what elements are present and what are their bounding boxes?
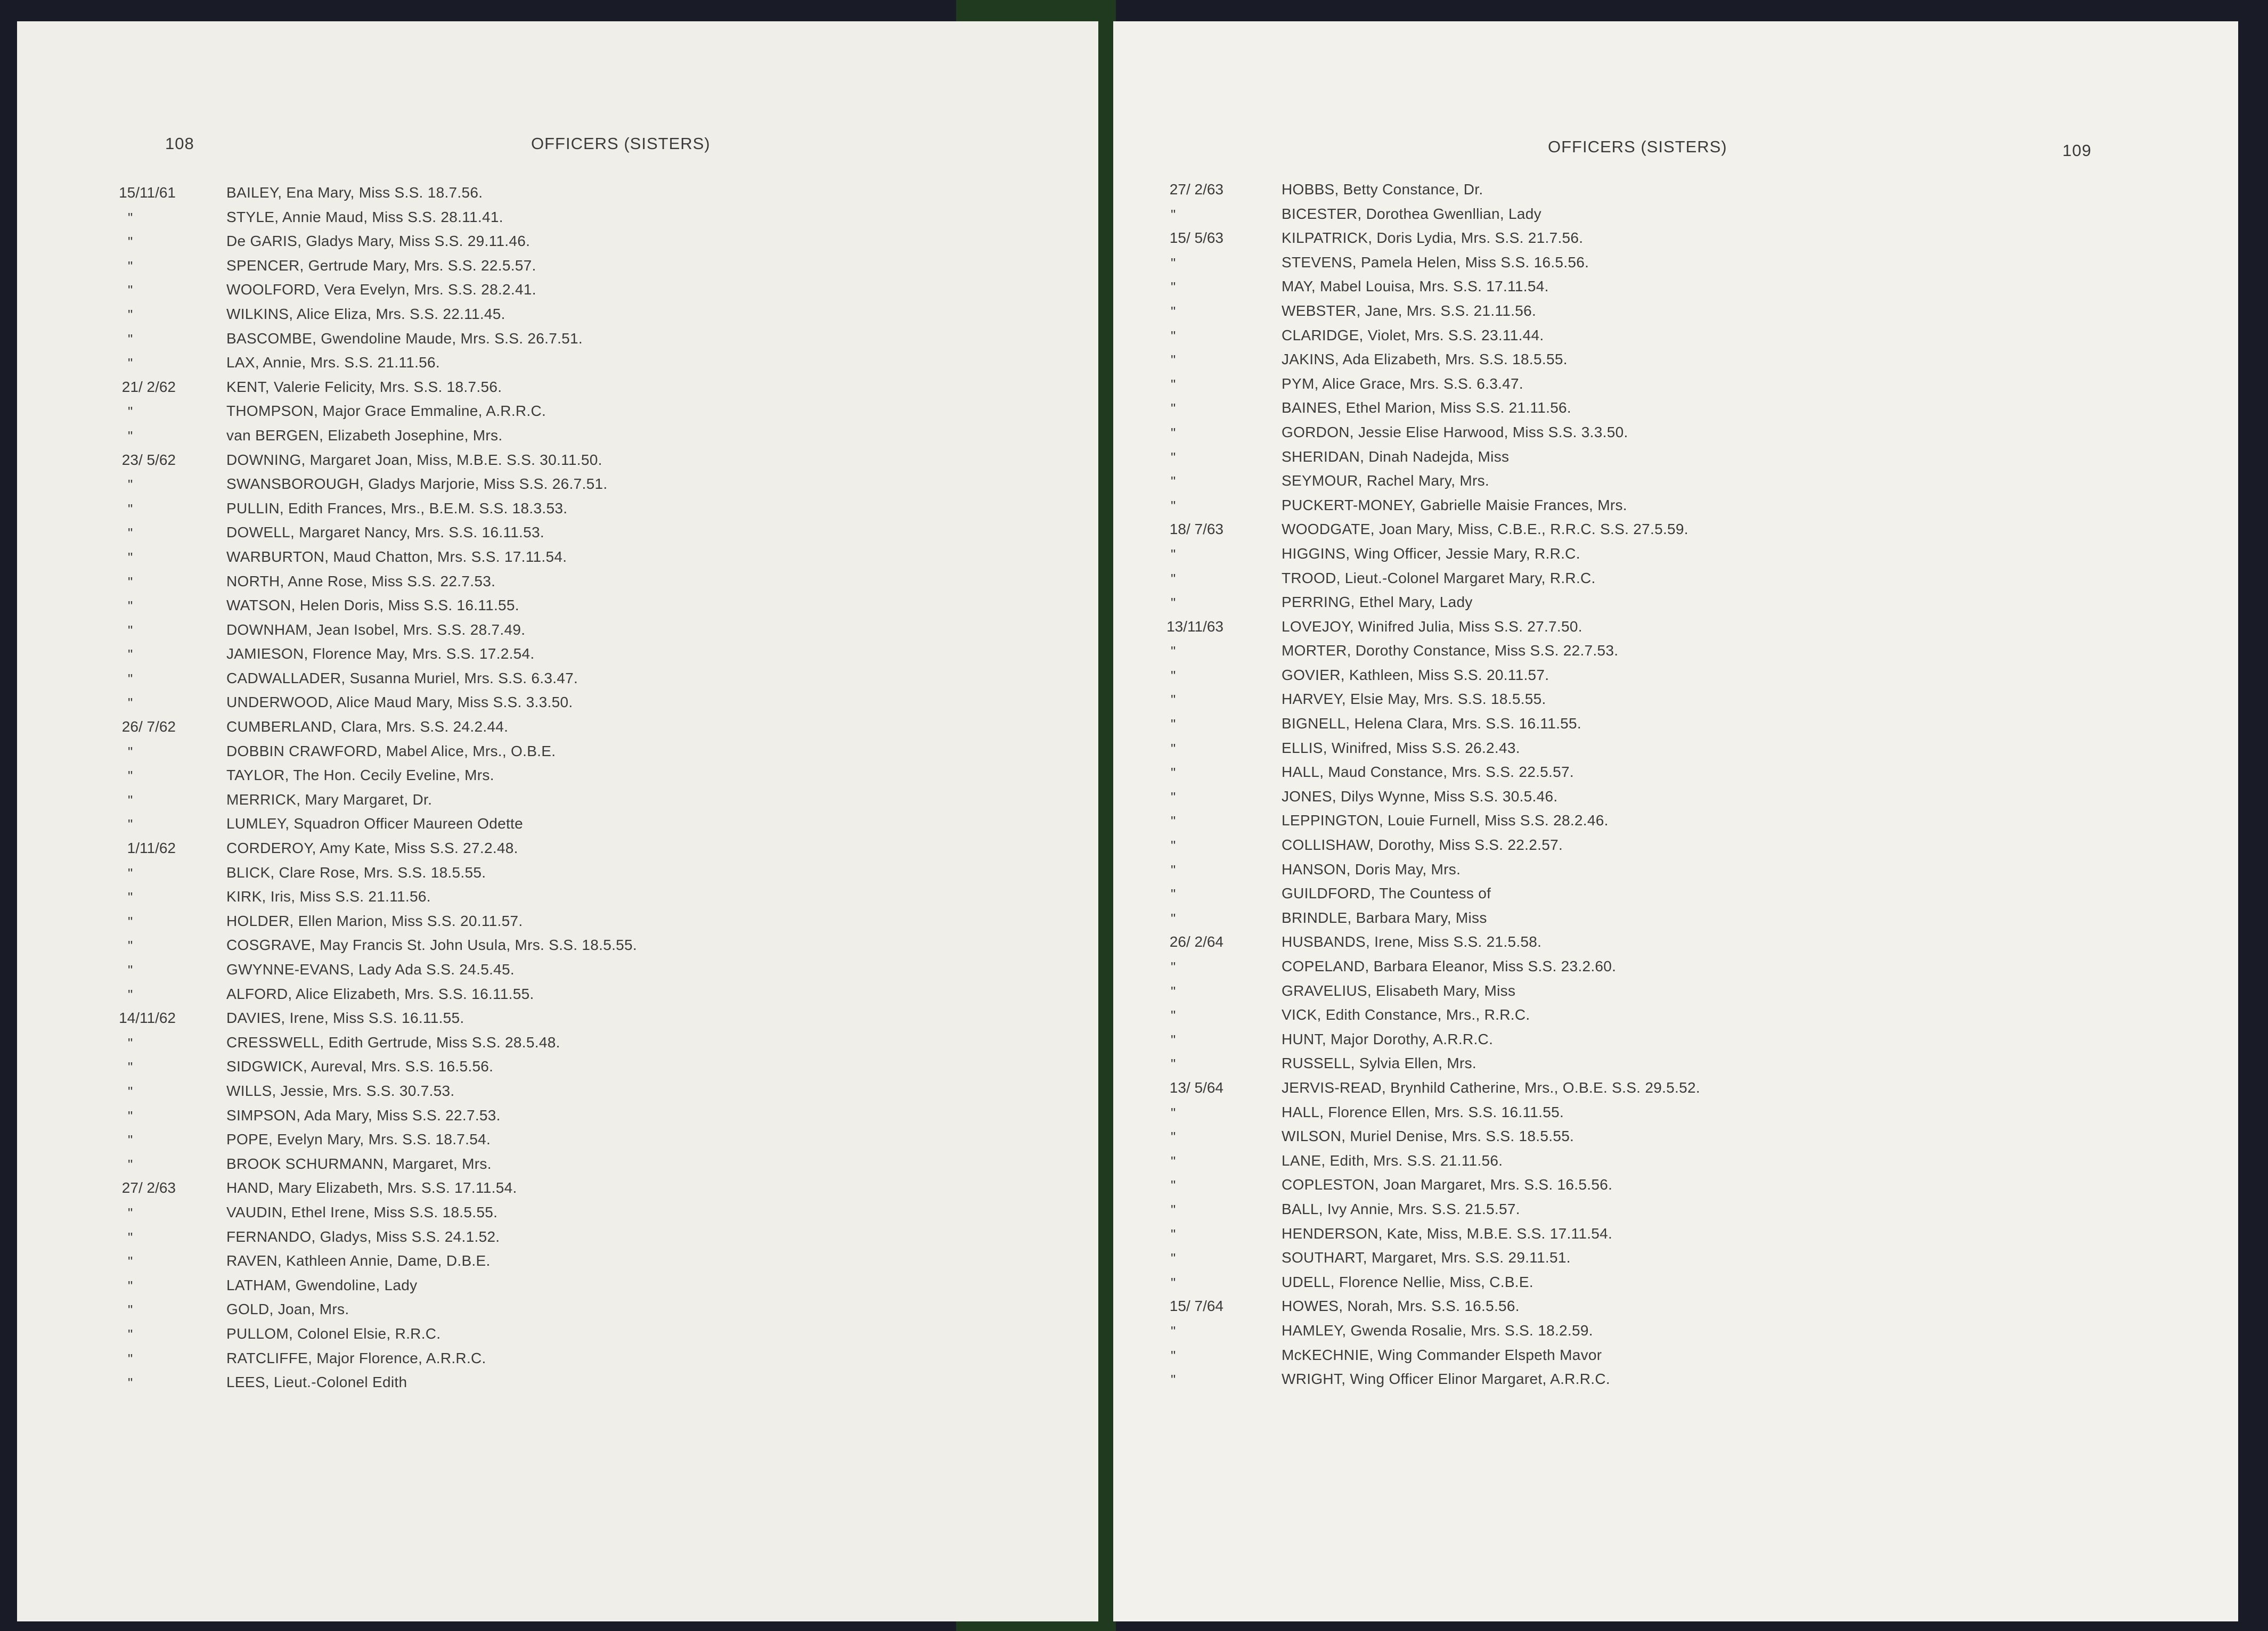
- entry-date: 15/ 7/64: [1169, 1298, 1223, 1315]
- entry-date: ": [1171, 1129, 1176, 1145]
- entry-name: VAUDIN, Ethel Irene, Miss S.S. 18.5.55.: [226, 1203, 498, 1220]
- entry-name: WEBSTER, Jane, Mrs. S.S. 21.11.56.: [1282, 302, 1537, 319]
- entry-date: ": [1171, 862, 1176, 878]
- entry-date: ": [128, 1108, 133, 1124]
- entry-date: 18/ 7/63: [1169, 521, 1223, 538]
- entry-name: KENT, Valerie Felicity, Mrs. S.S. 18.7.56.: [226, 378, 502, 395]
- entry-date: ": [1171, 255, 1176, 271]
- page-header: OFFICERS (SISTERS): [531, 134, 711, 153]
- entry-name: DOWNHAM, Jean Isobel, Mrs. S.S. 28.7.49.: [226, 621, 526, 638]
- entry-name: CORDEROY, Amy Kate, Miss S.S. 27.2.48.: [226, 840, 518, 857]
- entry-name: HAND, Mary Elizabeth, Mrs. S.S. 17.11.54.: [226, 1179, 517, 1196]
- entry-date: ": [128, 1204, 133, 1221]
- entry-name: LATHAM, Gwendoline, Lady: [226, 1276, 418, 1293]
- entry-date: ": [1171, 692, 1176, 708]
- entry-date: ": [1171, 449, 1176, 465]
- entry-date: ": [1171, 1031, 1176, 1048]
- entry-date: 23/ 5/62: [121, 451, 176, 468]
- entry-date: ": [1171, 546, 1176, 562]
- entry-name: COSGRAVE, May Francis St. John Usula, Mrs. S.S. 18.5.55.: [226, 937, 637, 954]
- entry-date: 1/11/62: [127, 840, 176, 857]
- entry-name: GRAVELIUS, Elisabeth Mary, Miss: [1282, 982, 1516, 999]
- entry-name: BIGNELL, Helena Clara, Mrs. S.S. 16.11.55.: [1282, 715, 1582, 732]
- entry-date: ": [1171, 1323, 1176, 1339]
- entry-date: ": [1171, 886, 1176, 903]
- entry-name: HOWES, Norah, Mrs. S.S. 16.5.56.: [1282, 1298, 1520, 1315]
- entry-date: ": [128, 1035, 133, 1051]
- entry-date: ": [1171, 643, 1176, 660]
- entry-date: ": [128, 695, 133, 711]
- entry-name: LEPPINGTON, Louie Furnell, Miss S.S. 28.2.46.: [1282, 812, 1609, 829]
- entry-date: ": [128, 768, 133, 784]
- entry-name: DOWNING, Margaret Joan, Miss, M.B.E. S.S. 30.11.50.: [226, 451, 602, 468]
- entry-name: POPE, Evelyn Mary, Mrs. S.S. 18.7.54.: [226, 1131, 491, 1148]
- entry-name: HENDERSON, Kate, Miss, M.B.E. S.S. 17.11.54.: [1282, 1225, 1613, 1242]
- entry-date: ": [128, 428, 133, 444]
- entry-name: HAMLEY, Gwenda Rosalie, Mrs. S.S. 18.2.59.: [1282, 1322, 1593, 1339]
- entry-name: COPELAND, Barbara Eleanor, Miss S.S. 23.2.60.: [1282, 958, 1617, 974]
- entry-date: ": [1171, 667, 1176, 684]
- entry-name: SHERIDAN, Dinah Nadejda, Miss: [1282, 448, 1510, 465]
- entry-date: ": [128, 865, 133, 881]
- entry-name: UNDERWOOD, Alice Maud Mary, Miss S.S. 3.3.50.: [226, 694, 573, 711]
- entry-date: ": [128, 1375, 133, 1391]
- entry-name: RAVEN, Kathleen Annie, Dame, D.B.E.: [226, 1252, 491, 1269]
- entry-name: MAY, Mabel Louisa, Mrs. S.S. 17.11.54.: [1282, 278, 1549, 295]
- entry-name: SEYMOUR, Rachel Mary, Mrs.: [1282, 472, 1489, 489]
- entry-name: TROOD, Lieut.-Colonel Margaret Mary, R.R.C.: [1282, 569, 1596, 586]
- entry-date: ": [128, 525, 133, 542]
- entry-name: van BERGEN, Elizabeth Josephine, Mrs.: [226, 427, 503, 444]
- entry-date: ": [128, 477, 133, 493]
- entry-name: HUNT, Major Dorothy, A.R.R.C.: [1282, 1030, 1494, 1047]
- entry-name: ALFORD, Alice Elizabeth, Mrs. S.S. 16.11.55.: [226, 985, 534, 1002]
- entry-date: 27/ 2/63: [1169, 181, 1223, 198]
- entry-name: STYLE, Annie Maud, Miss S.S. 28.11.41.: [226, 208, 503, 225]
- entry-name: GOVIER, Kathleen, Miss S.S. 20.11.57.: [1282, 666, 1549, 683]
- entry-name: LANE, Edith, Mrs. S.S. 21.11.56.: [1282, 1152, 1503, 1169]
- entry-date: ": [1171, 1007, 1176, 1024]
- entry-date: ": [1171, 813, 1176, 830]
- entry-date: 13/ 5/64: [1169, 1079, 1223, 1096]
- entry-name: KIRK, Iris, Miss S.S. 21.11.56.: [226, 888, 431, 905]
- entry-name: SPENCER, Gertrude Mary, Mrs. S.S. 22.5.57.: [226, 257, 536, 274]
- entry-date: 15/ 5/63: [1169, 230, 1223, 247]
- entry-name: PULLOM, Colonel Elsie, R.R.C.: [226, 1325, 441, 1342]
- entry-date: ": [1171, 838, 1176, 854]
- entry-name: CLARIDGE, Violet, Mrs. S.S. 23.11.44.: [1282, 326, 1544, 343]
- entry-name: HALL, Maud Constance, Mrs. S.S. 22.5.57.: [1282, 764, 1574, 781]
- entry-date: 26/ 2/64: [1169, 933, 1223, 950]
- entry-name: LAX, Annie, Mrs. S.S. 21.11.56.: [226, 354, 440, 371]
- entry-date: ": [128, 1326, 133, 1342]
- entry-date: ": [1171, 570, 1176, 587]
- entry-date: 26/ 7/62: [121, 718, 176, 735]
- entry-name: MERRICK, Mary Margaret, Dr.: [226, 791, 433, 808]
- entry-name: McKECHNIE, Wing Commander Elspeth Mavor: [1282, 1346, 1602, 1363]
- entry-date: ": [1171, 1250, 1176, 1267]
- entry-name: GORDON, Jessie Elise Harwood, Miss S.S. 3.3.50.: [1282, 423, 1628, 440]
- entry-date: ": [1171, 206, 1176, 223]
- entry-name: VICK, Edith Constance, Mrs., R.R.C.: [1282, 1006, 1530, 1023]
- entry-date: ": [128, 743, 133, 760]
- entry-name: BAILEY, Ena Mary, Miss S.S. 18.7.56.: [226, 184, 483, 201]
- entry-name: BALL, Ivy Annie, Mrs. S.S. 21.5.57.: [1282, 1200, 1520, 1217]
- entry-name: PERRING, Ethel Mary, Lady: [1282, 594, 1473, 611]
- entry-name: GWYNNE-EVANS, Lady Ada S.S. 24.5.45.: [226, 961, 515, 978]
- entry-date: ": [128, 1059, 133, 1076]
- entry-name: CRESSWELL, Edith Gertrude, Miss S.S. 28.5.48.: [226, 1034, 560, 1051]
- entry-date: ": [128, 1350, 133, 1367]
- entry-date: ": [1171, 1226, 1176, 1242]
- page-number: 108: [165, 134, 194, 153]
- entry-name: HIGGINS, Wing Officer, Jessie Mary, R.R.C.: [1282, 545, 1580, 562]
- entry-date: 21/ 2/62: [121, 378, 176, 395]
- entry-date: ": [1171, 1056, 1176, 1072]
- entry-date: ": [1171, 765, 1176, 781]
- entry-name: UDELL, Florence Nellie, Miss, C.B.E.: [1282, 1273, 1533, 1290]
- entry-date: ": [1171, 595, 1176, 611]
- entry-name: PUCKERT-MONEY, Gabrielle Maisie Frances, Mrs.: [1282, 496, 1627, 513]
- entry-date: ": [128, 1253, 133, 1270]
- entry-date: ": [1171, 1153, 1176, 1169]
- entry-date: ": [128, 1083, 133, 1100]
- entry-name: JAMIESON, Florence May, Mrs. S.S. 17.2.54.: [226, 645, 535, 662]
- entry-name: HUSBANDS, Irene, Miss S.S. 21.5.58.: [1282, 933, 1542, 950]
- right-page: [1113, 21, 2238, 1621]
- entry-date: ": [1171, 1347, 1176, 1364]
- entry-date: ": [1171, 983, 1176, 999]
- entry-date: ": [1171, 376, 1176, 392]
- entry-name: HOBBS, Betty Constance, Dr.: [1282, 181, 1483, 198]
- entry-date: ": [128, 646, 133, 663]
- entry-date: ": [1171, 1201, 1176, 1218]
- entry-date: ": [128, 549, 133, 565]
- entry-name: DOBBIN CRAWFORD, Mabel Alice, Mrs., O.B.E.: [226, 742, 556, 759]
- entry-name: WILSON, Muriel Denise, Mrs. S.S. 18.5.55.: [1282, 1128, 1574, 1145]
- entry-date: ": [128, 573, 133, 590]
- entry-name: MORTER, Dorothy Constance, Miss S.S. 22.7.53.: [1282, 642, 1619, 659]
- entry-name: JERVIS-READ, Brynhild Catherine, Mrs., O.B.E. S.S. 29.5.52.: [1282, 1079, 1700, 1096]
- entry-name: CADWALLADER, Susanna Muriel, Mrs. S.S. 6.3.47.: [226, 669, 578, 686]
- entry-name: NORTH, Anne Rose, Miss S.S. 22.7.53.: [226, 572, 496, 589]
- entry-name: GUILDFORD, The Countess of: [1282, 885, 1491, 902]
- entry-name: SOUTHART, Margaret, Mrs. S.S. 29.11.51.: [1282, 1249, 1571, 1266]
- entry-name: WOODGATE, Joan Mary, Miss, C.B.E., R.R.C. S.S. 27.5.59.: [1282, 521, 1688, 538]
- entry-name: PULLIN, Edith Frances, Mrs., B.E.M. S.S. 18.3.53.: [226, 499, 568, 517]
- entry-date: ": [128, 331, 133, 347]
- entry-date: ": [1171, 1372, 1176, 1388]
- entry-date: ": [1171, 716, 1176, 733]
- entry-name: SIMPSON, Ada Mary, Miss S.S. 22.7.53.: [226, 1107, 501, 1124]
- entry-name: SWANSBOROUGH, Gladys Marjorie, Miss S.S. 26.7.51.: [226, 476, 608, 493]
- entry-date: ": [1171, 789, 1176, 805]
- entry-name: BRINDLE, Barbara Mary, Miss: [1282, 909, 1487, 926]
- entry-name: THOMPSON, Major Grace Emmaline, A.R.R.C.: [226, 403, 546, 420]
- entry-name: DAVIES, Irene, Miss S.S. 16.11.55.: [226, 1010, 464, 1027]
- entry-name: BROOK SCHURMANN, Margaret, Mrs.: [226, 1155, 492, 1172]
- entry-date: ": [128, 598, 133, 614]
- entry-name: DOWELL, Margaret Nancy, Mrs. S.S. 16.11.53.: [226, 524, 544, 541]
- entry-name: TAYLOR, The Hon. Cecily Eveline, Mrs.: [226, 767, 494, 784]
- entry-name: COLLISHAW, Dorothy, Miss S.S. 22.2.57.: [1282, 837, 1563, 854]
- entry-date: ": [128, 1277, 133, 1294]
- entry-date: ": [128, 209, 133, 226]
- entry-date: ": [128, 670, 133, 687]
- page-number: 109: [2062, 141, 2092, 160]
- entry-name: De GARIS, Gladys Mary, Miss S.S. 29.11.46.: [226, 233, 531, 250]
- entry-name: RATCLIFFE, Major Florence, A.R.R.C.: [226, 1349, 486, 1366]
- entry-date: ": [128, 792, 133, 808]
- entry-date: ": [128, 1229, 133, 1245]
- entry-date: ": [1171, 424, 1176, 441]
- entry-date: 13/11/63: [1166, 618, 1223, 635]
- entry-name: LEES, Lieut.-Colonel Edith: [226, 1374, 407, 1391]
- entry-name: BASCOMBE, Gwendoline Maude, Mrs. S.S. 26.7.51.: [226, 330, 583, 347]
- entry-date: ": [1171, 1104, 1176, 1121]
- entry-name: WRIGHT, Wing Officer Elinor Margaret, A.R.R.C.: [1282, 1371, 1610, 1388]
- entry-date: ": [1171, 740, 1176, 757]
- entry-name: ELLIS, Winifred, Miss S.S. 26.2.43.: [1282, 739, 1520, 756]
- entry-name: HOLDER, Ellen Marion, Miss S.S. 20.11.57.: [226, 912, 523, 929]
- entry-name: GOLD, Joan, Mrs.: [226, 1301, 349, 1318]
- entry-date: ": [128, 282, 133, 299]
- entry-date: ": [128, 816, 133, 833]
- entry-date: ": [128, 938, 133, 954]
- entry-date: ": [128, 913, 133, 930]
- entry-date: ": [128, 404, 133, 420]
- entry-date: ": [128, 622, 133, 638]
- entry-date: ": [1171, 400, 1176, 417]
- entry-name: RUSSELL, Sylvia Ellen, Mrs.: [1282, 1055, 1476, 1072]
- left-page: [17, 21, 1098, 1621]
- entry-name: WATSON, Helen Doris, Miss S.S. 16.11.55.: [226, 597, 519, 614]
- entry-date: ": [1171, 1177, 1176, 1194]
- entry-date: ": [1171, 497, 1176, 514]
- entry-name: FERNANDO, Gladys, Miss S.S. 24.1.52.: [226, 1228, 500, 1245]
- entry-name: LOVEJOY, Winifred Julia, Miss S.S. 27.7.50.: [1282, 618, 1582, 635]
- entry-date: ": [128, 1156, 133, 1173]
- entry-date: ": [1171, 910, 1176, 927]
- entry-date: ": [128, 1302, 133, 1318]
- page-header: OFFICERS (SISTERS): [1548, 137, 1727, 156]
- entry-date: 14/11/62: [119, 1010, 176, 1027]
- entry-date: ": [1171, 303, 1176, 319]
- entry-name: BLICK, Clare Rose, Mrs. S.S. 18.5.55.: [226, 864, 486, 881]
- entry-date: ": [1171, 279, 1176, 296]
- entry-name: WARBURTON, Maud Chatton, Mrs. S.S. 17.11.54.: [226, 548, 567, 565]
- entry-date: ": [128, 355, 133, 372]
- entry-date: ": [1171, 473, 1176, 490]
- entry-name: WILLS, Jessie, Mrs. S.S. 30.7.53.: [226, 1082, 455, 1099]
- entry-date: ": [128, 962, 133, 978]
- entry-name: STEVENS, Pamela Helen, Miss S.S. 16.5.56.: [1282, 253, 1589, 271]
- entry-date: 15/11/61: [119, 184, 176, 201]
- entry-name: WOOLFORD, Vera Evelyn, Mrs. S.S. 28.2.41.: [226, 281, 536, 298]
- entry-name: KILPATRICK, Doris Lydia, Mrs. S.S. 21.7.56.: [1282, 230, 1584, 247]
- entry-date: ": [128, 1132, 133, 1149]
- entry-date: ": [1171, 327, 1176, 344]
- entry-name: COPLESTON, Joan Margaret, Mrs. S.S. 16.5.56.: [1282, 1176, 1613, 1193]
- entry-name: HALL, Florence Ellen, Mrs. S.S. 16.11.55.: [1282, 1103, 1564, 1120]
- entry-name: BAINES, Ethel Marion, Miss S.S. 21.11.56.: [1282, 399, 1572, 416]
- entry-name: JONES, Dilys Wynne, Miss S.S. 30.5.46.: [1282, 788, 1558, 805]
- entry-name: LUMLEY, Squadron Officer Maureen Odette: [226, 815, 523, 832]
- entry-name: CUMBERLAND, Clara, Mrs. S.S. 24.2.44.: [226, 718, 509, 735]
- entry-date: ": [1171, 959, 1176, 975]
- entry-name: PYM, Alice Grace, Mrs. S.S. 6.3.47.: [1282, 375, 1523, 392]
- entry-name: SIDGWICK, Aureval, Mrs. S.S. 16.5.56.: [226, 1058, 494, 1075]
- entry-date: ": [128, 889, 133, 906]
- entry-name: HARVEY, Elsie May, Mrs. S.S. 18.5.55.: [1282, 691, 1546, 708]
- entry-date: ": [1171, 352, 1176, 368]
- entry-date: ": [128, 258, 133, 274]
- entry-date: ": [128, 234, 133, 250]
- entry-date: ": [1171, 1274, 1176, 1291]
- entry-name: WILKINS, Alice Eliza, Mrs. S.S. 22.11.45.: [226, 305, 505, 322]
- entry-date: 27/ 2/63: [121, 1179, 176, 1196]
- entry-name: HANSON, Doris May, Mrs.: [1282, 860, 1461, 878]
- entry-date: ": [128, 501, 133, 517]
- entry-date: ": [128, 306, 133, 323]
- entry-date: ": [128, 986, 133, 1003]
- entry-name: JAKINS, Ada Elizabeth, Mrs. S.S. 18.5.55.: [1282, 351, 1568, 368]
- entry-name: BICESTER, Dorothea Gwenllian, Lady: [1282, 205, 1541, 222]
